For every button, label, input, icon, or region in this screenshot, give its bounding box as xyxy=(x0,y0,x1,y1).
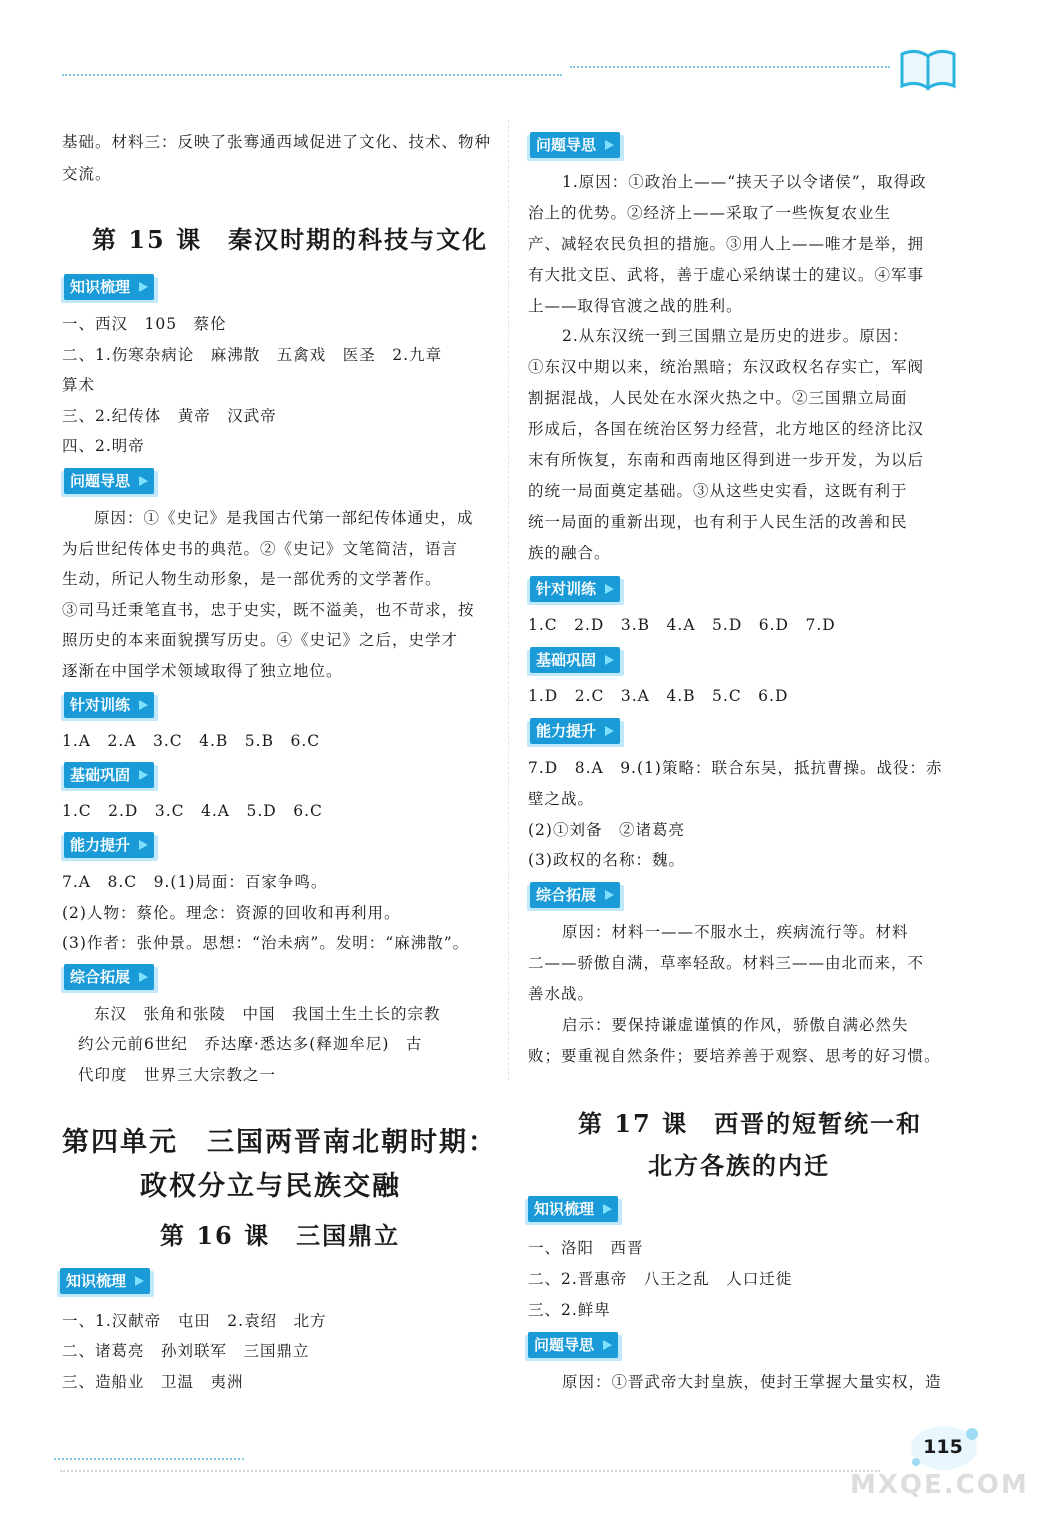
answer-line: 1.D 2.C 3.A 4.B 5.C 6.D xyxy=(528,687,789,705)
paragraph-line: 的统一局面奠定基础。③从这些史实看，这既有利于 xyxy=(528,482,908,500)
answer-line: 7.A 8.C 9.(1)局面：百家争鸣。 xyxy=(62,873,328,891)
paragraph-line: 原因：材料一——不服水土，疾病流行等。材料 xyxy=(562,923,909,941)
footer-dotted-line-left xyxy=(54,1458,244,1460)
paragraph-line: ③司马迁秉笔直书，忠于史实，既不溢美，也不苛求，按 xyxy=(62,601,475,619)
answer-line: 三、2.鲜卑 xyxy=(528,1301,611,1319)
section-badge-zhishi: 知识梳理 xyxy=(64,274,154,300)
section-badge-wenti: 问题导思 xyxy=(528,1332,618,1358)
answer-line: 1.C 2.D 3.B 4.A 5.D 6.D 7.D xyxy=(528,616,836,634)
paragraph-line: 启示：要保持谦虚谨慎的作风，骄傲自满必然失 xyxy=(562,1016,909,1034)
column-separator xyxy=(508,120,509,1080)
answer-line: 一、西汉 105 蔡伦 xyxy=(62,315,227,333)
paragraph-line: ①东汉中期以来，统治黑暗；东汉政权名存实亡，军阀 xyxy=(528,358,925,376)
answer-line: (3)政权的名称：魏。 xyxy=(528,851,685,869)
paragraph-line: 代印度 世界三大宗教之一 xyxy=(78,1066,277,1084)
paragraph-line: 二——骄傲自满，草率轻敌。材料三——由北而来，不 xyxy=(528,954,925,972)
lesson-17-title-line1: 第 17 课 西晋的短暂统一和 xyxy=(578,1109,923,1138)
section-badge-nengli: 能力提升 xyxy=(530,718,620,744)
answer-line: 7.D 8.A 9.(1)策略：联合东吴，抵抗曹操。战役：赤 xyxy=(528,759,943,777)
footer-dotted-line-right xyxy=(60,1470,880,1472)
intro-line: 交流。 xyxy=(62,165,112,183)
answer-line: 三、造船业 卫温 夷洲 xyxy=(62,1373,244,1391)
lesson-16-title: 第 16 课 三国鼎立 xyxy=(160,1221,401,1250)
page-number: 115 xyxy=(923,1436,963,1458)
paragraph-line: 为后世纪传体史书的典范。②《史记》文笔简洁，语言 xyxy=(62,540,459,558)
unit-4-title-line2: 政权分立与民族交融 xyxy=(140,1171,401,1202)
paragraph-line: 约公元前6世纪 乔达摩·悉达多(释迦牟尼) 古 xyxy=(78,1035,423,1053)
paragraph-line: 产、减轻农民负担的措施。③用人上——唯才是举，拥 xyxy=(528,235,925,253)
paragraph-line: 族的融合。 xyxy=(528,544,611,562)
answer-line: 二、2.晋惠帝 八王之乱 人口迁徙 xyxy=(528,1270,793,1288)
section-badge-zhishi: 知识梳理 xyxy=(528,1196,618,1222)
paragraph-line: 照历史的本来面貌撰写历史。④《史记》之后，史学才 xyxy=(62,631,459,649)
unit-4-title-line1: 第四单元 三国两晋南北朝时期： xyxy=(62,1127,497,1158)
section-badge-wenti: 问题导思 xyxy=(530,132,620,158)
answer-line: 1.C 2.D 3.C 4.A 5.D 6.C xyxy=(62,802,323,820)
paragraph-line: 2.从东汉统一到三国鼎立是历史的进步。原因： xyxy=(562,327,909,345)
paragraph-line: 逐渐在中国学术领域取得了独立地位。 xyxy=(62,662,343,680)
lesson-15-title: 第 15 课 秦汉时期的科技与文化 xyxy=(92,225,489,254)
section-badge-zhendui: 针对训练 xyxy=(64,692,154,718)
answer-line: 二、1.伤寒杂病论 麻沸散 五禽戏 医圣 2.九章 xyxy=(62,346,443,364)
paragraph-line: 末有所恢复，东南和西南地区得到进一步开发，为以后 xyxy=(528,451,925,469)
section-badge-wenti: 问题导思 xyxy=(64,468,154,494)
paragraph-line: 1.原因：①政治上——“挟天子以令诸侯”，取得政 xyxy=(562,173,927,191)
answer-line: (3)作者：张仲景。思想：“治未病”。发明：“麻沸散”。 xyxy=(62,934,470,952)
paragraph-line: 善水战。 xyxy=(528,985,595,1003)
paragraph-line: 有大批文臣、武将，善于虚心采纳谋士的建议。④军事 xyxy=(528,266,925,284)
answer-line: 三、2.纪传体 黄帝 汉武帝 xyxy=(62,407,277,425)
answer-line: 二、诸葛亮 孙刘联军 三国鼎立 xyxy=(62,1342,310,1360)
section-badge-jichu: 基础巩固 xyxy=(64,762,154,788)
paragraph-line: 生动，所记人物生动形象，是一部优秀的文学著作。 xyxy=(62,570,442,588)
section-badge-zonghe: 综合拓展 xyxy=(530,882,620,908)
answer-line: (2)人物：蔡伦。理念：资源的回收和再利用。 xyxy=(62,904,401,922)
answer-line: 一、洛阳 西晋 xyxy=(528,1239,644,1257)
section-badge-zhendui: 针对训练 xyxy=(530,576,620,602)
section-badge-zhishi: 知识梳理 xyxy=(60,1268,150,1294)
answer-line: 四、2.明帝 xyxy=(62,437,145,455)
header-dotted-line-left xyxy=(62,74,562,76)
paragraph-line: 原因：①晋武帝大封皇族，使封王掌握大量实权，造 xyxy=(562,1373,942,1391)
book-icon xyxy=(898,46,958,96)
paragraph-line: 东汉 张角和张陵 中国 我国土生土长的宗教 xyxy=(94,1005,441,1023)
paragraph-line: 治上的优势。②经济上——采取了一些恢复农业生 xyxy=(528,204,892,222)
answer-line: 一、1.汉献帝 屯田 2.袁绍 北方 xyxy=(62,1312,327,1330)
paragraph-line: 败；要重视自然条件；要培养善于观察、思考的好习惯。 xyxy=(528,1047,941,1065)
answer-line: 算术 xyxy=(62,376,96,394)
paragraph-line: 形成后，各国在统治区努力经营，北方地区的经济比汉 xyxy=(528,420,925,438)
answer-line: (2)①刘备 ②诸葛亮 xyxy=(528,821,685,839)
intro-line: 基础。材料三：反映了张骞通西域促进了文化、技术、物种 xyxy=(62,133,492,151)
section-badge-nengli: 能力提升 xyxy=(64,832,154,858)
answer-line: 1.A 2.A 3.C 4.B 5.B 6.C xyxy=(62,732,321,750)
section-badge-jichu: 基础巩固 xyxy=(530,647,620,673)
answer-line: 壁之战。 xyxy=(528,790,595,808)
paragraph-line: 上——取得官渡之战的胜利。 xyxy=(528,297,743,315)
paragraph-line: 统一局面的重新出现，也有利于人民生活的改善和民 xyxy=(528,513,908,531)
paragraph-line: 割据混战，人民处在水深火热之中。②三国鼎立局面 xyxy=(528,389,908,407)
header-dotted-line-right xyxy=(570,66,890,68)
section-badge-zonghe: 综合拓展 xyxy=(64,964,154,990)
lesson-17-title-line2: 北方各族的内迁 xyxy=(648,1151,830,1180)
watermark: MXQE.COM xyxy=(850,1470,1029,1500)
paragraph-line: 原因：①《史记》是我国古代第一部纪传体通史，成 xyxy=(94,509,474,527)
